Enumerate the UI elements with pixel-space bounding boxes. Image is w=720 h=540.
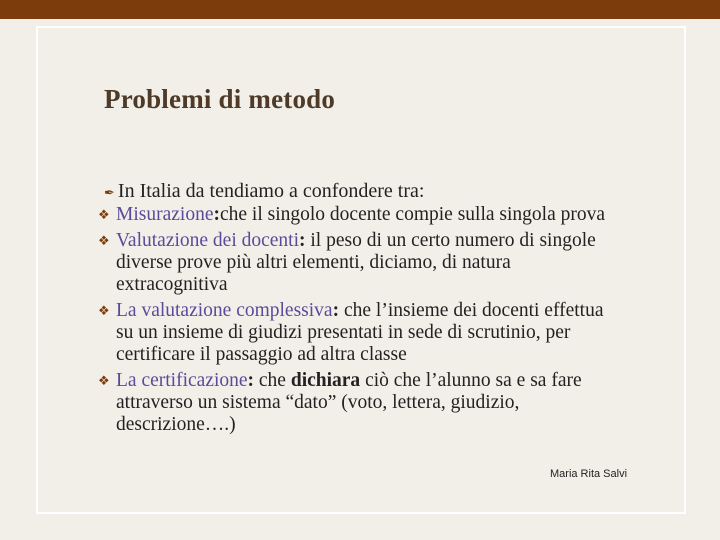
term-misurazione: Misurazione bbox=[116, 204, 214, 225]
emphasis-dichiara: dichiara bbox=[290, 370, 361, 391]
diamond-bullet-icon: ❖ bbox=[98, 373, 110, 388]
diamond-bullet-icon: ❖ bbox=[98, 233, 110, 248]
list-item-certificazione bbox=[98, 370, 624, 436]
diamond-bullet-icon: ❖ bbox=[98, 207, 110, 222]
author-name: Maria Rita Salvi bbox=[550, 468, 628, 480]
term-separator: : bbox=[299, 230, 306, 251]
intro-line bbox=[104, 180, 424, 204]
quill-icon: ✒ bbox=[104, 185, 115, 200]
term-valutazione-complessiva: La valutazione complessiva bbox=[116, 300, 333, 321]
term-separator: : bbox=[247, 370, 255, 391]
term-valutazione-docenti: Valutazione dei docenti bbox=[116, 230, 300, 251]
intro-text: In Italia da tendiamo a confondere tra: bbox=[117, 180, 425, 202]
diamond-bullet-icon: ❖ bbox=[98, 303, 110, 318]
term-certificazione: La certificazione bbox=[116, 370, 248, 391]
item-text: il peso di un certo numero di singole diverse prove più altri elementi, diciamo, di natura extracognitiva bbox=[116, 230, 596, 295]
slide-title: Problemi di metodo bbox=[104, 84, 336, 114]
item-text: che il singolo docente compie sulla singola prova bbox=[219, 204, 606, 225]
header-bar bbox=[0, 0, 720, 19]
term-separator: : bbox=[332, 300, 340, 321]
term-separator: : bbox=[213, 204, 220, 225]
bullet-list bbox=[98, 204, 624, 440]
item-text: che l’insieme dei docenti effettua su un insieme di giudizi presentati in sede di scrutinio, per certificare il passaggio ad altra classe bbox=[116, 300, 604, 365]
list-item-misurazione bbox=[98, 204, 624, 226]
item-text: ciò che l’alunno sa e sa fare attraverso un sistema “dato” (voto, lettera, giudizio, descrizione….) bbox=[116, 370, 582, 435]
list-item-valutazione-docenti bbox=[98, 230, 624, 296]
list-item-valutazione-complessiva bbox=[98, 300, 624, 366]
item-text-pre: che bbox=[254, 370, 291, 391]
